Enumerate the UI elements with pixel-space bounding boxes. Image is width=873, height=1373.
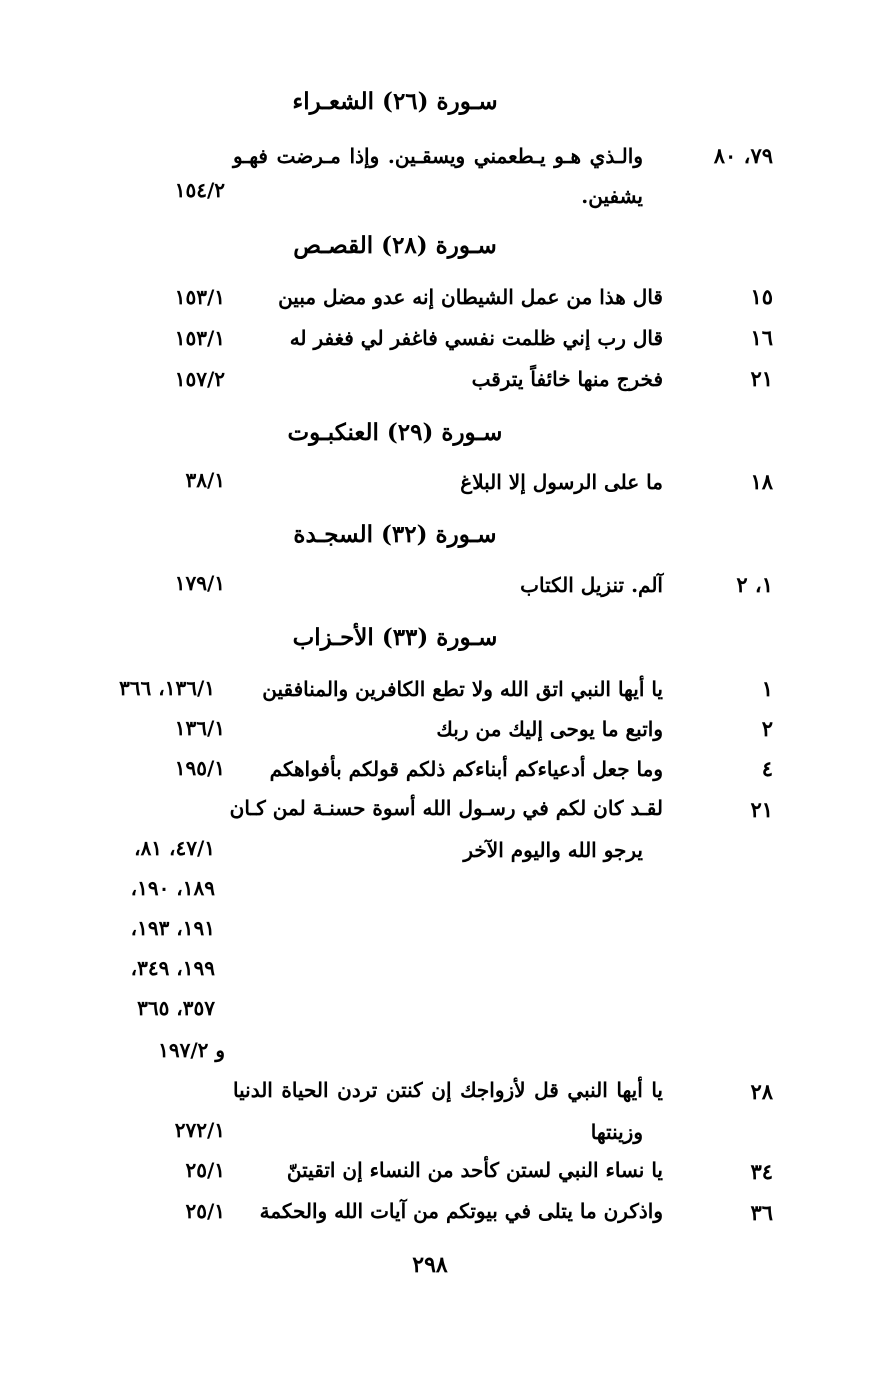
- verse-text-continued: يرجو الله واليوم الآخر: [463, 838, 643, 862]
- verse-number: ٧٩، ٨٠: [713, 143, 773, 168]
- verse-text: يا أيها النبي اتق الله ولا تطع الكافرين والمنافقين: [262, 677, 663, 701]
- verse-text: قال هذا من عمل الشيطان إنه عدو مضل مبين: [278, 285, 663, 309]
- verse-number: ١، ٢: [736, 572, 773, 597]
- verse-text: وما جعل أدعياءكم أبناءكم ذلكم قولكم بأفواهكم: [269, 757, 663, 781]
- verse-text: قال رب إني ظلمت نفسي فاغفر لي فغفر له: [289, 326, 663, 350]
- volume-page-ref: ٢٥/١: [185, 1158, 225, 1182]
- verse-number: ٢١: [750, 797, 773, 822]
- verse-number: ١٦: [750, 325, 773, 350]
- volume-page-ref: و ١٩٧/٢: [158, 1038, 225, 1062]
- verse-number: ٢: [761, 716, 773, 741]
- volume-page-ref: ١٩٩، ٣٤٩،: [130, 956, 215, 980]
- surah-heading: سـورة (٢٦) الشعـراء: [292, 88, 498, 115]
- verse-number: ١: [761, 676, 773, 701]
- volume-page-ref: ٣٨/١: [185, 468, 225, 492]
- surah-heading: سـورة (٢٩) العنكبـوت: [287, 419, 503, 446]
- volume-page-ref: ١٧٩/١: [174, 571, 225, 595]
- page-number: ٢٩٨: [412, 1252, 448, 1278]
- verse-text-continued: يشفين.: [581, 184, 643, 208]
- surah-heading: سـورة (٣٣) الأحـزاب: [292, 624, 498, 651]
- verse-number: ٢١: [750, 366, 773, 391]
- volume-page-ref: ١٣٦/١: [174, 716, 225, 740]
- verse-number: ١٨: [750, 469, 773, 494]
- volume-page-ref: ١٩١، ١٩٣،: [130, 916, 215, 940]
- verse-text: آلم. تنزيل الكتاب: [520, 573, 663, 597]
- verse-text: فخرج منها خائفاً يترقب: [471, 367, 663, 391]
- volume-page-ref: ١٥٧/٢: [174, 367, 225, 391]
- volume-page-ref: ٢٧٢/١: [174, 1118, 225, 1142]
- volume-page-ref: ١٥٣/١: [174, 326, 225, 350]
- verse-text: ما على الرسول إلا البلاغ: [460, 470, 663, 494]
- surah-heading: سـورة (٢٨) القصـص: [293, 232, 497, 259]
- verse-text: يا أيها النبي قل لأزواجك إن كنتن تردن الحياة الدنيا: [233, 1078, 664, 1102]
- volume-page-ref: ١٨٩، ١٩٠،: [130, 876, 215, 900]
- verse-text: لقـد كان لكم في رسـول الله أسوة حسنـة لمن كـان: [229, 796, 663, 820]
- volume-page-ref: ١٥٣/١: [174, 285, 225, 309]
- verse-text: واتبع ما يوحى إليك من ربك: [436, 717, 663, 741]
- volume-page-ref: ١٥٤/٢: [174, 178, 225, 202]
- surah-heading: سـورة (٣٢) السجـدة: [293, 521, 497, 548]
- verse-text: والـذي هـو يـطعمني ويسقـين. وإذا مـرضت فهـو: [233, 144, 643, 168]
- verse-number: ١٥: [750, 284, 773, 309]
- verse-text: يا نساء النبي لستن كأحد من النساء إن اتقيتنّ: [286, 1158, 663, 1182]
- verse-number: ٣٦: [750, 1200, 773, 1225]
- verse-text: واذكرن ما يتلى في بيوتكم من آيات الله والحكمة: [259, 1199, 663, 1223]
- verse-number: ٢٨: [750, 1079, 773, 1104]
- volume-page-ref: ٤٧/١، ٨١،: [134, 836, 215, 860]
- volume-page-ref: ١٣٦/١، ٣٦٦: [119, 676, 215, 700]
- verse-text-continued: وزينتها: [590, 1120, 643, 1144]
- volume-page-ref: ١٩٥/١: [174, 756, 225, 780]
- volume-page-ref: ٢٥/١: [185, 1199, 225, 1223]
- verse-number: ٣٤: [750, 1159, 773, 1184]
- volume-page-ref: ٣٥٧، ٣٦٥: [137, 996, 215, 1020]
- verse-number: ٤: [761, 756, 773, 781]
